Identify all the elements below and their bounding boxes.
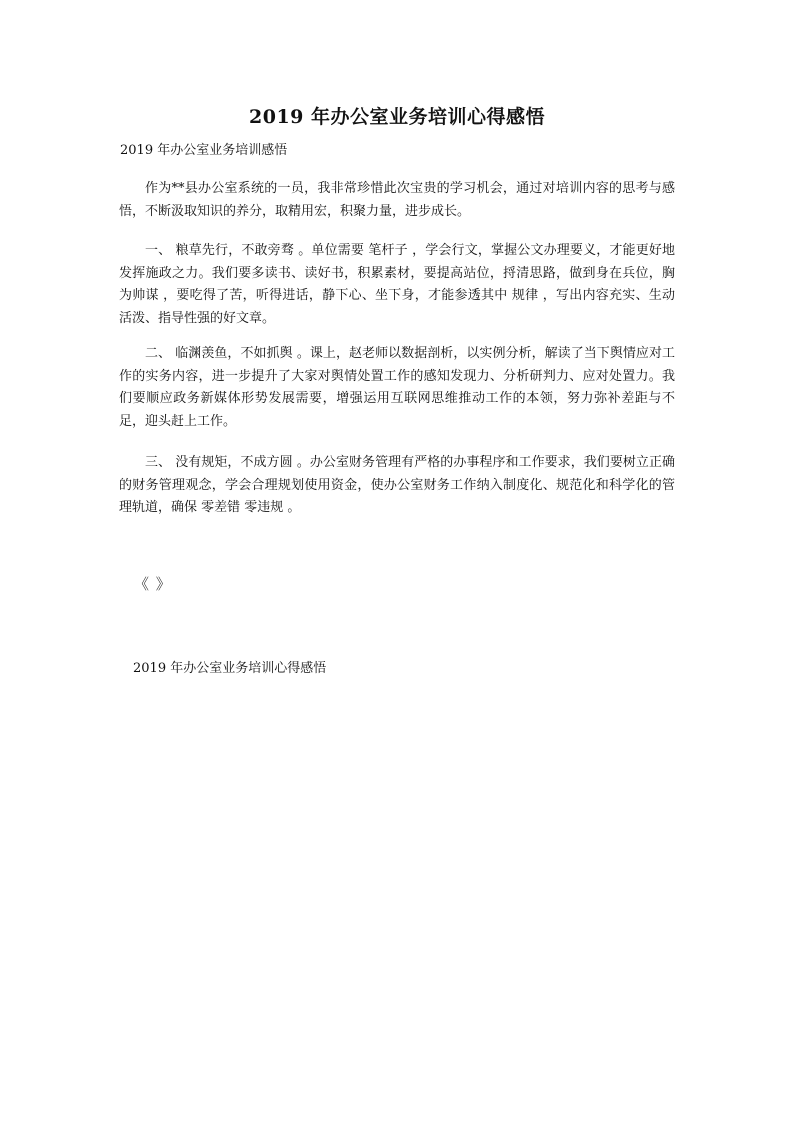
section-three-paragraph: 三、 没有规矩，不成方圆 。办公室财务管理有严格的办事程序和工作要求，我们要树立正确的财务管理观念，学会合理规划使用资金，使办公室财务工作纳入制度化、规范化和科学化的管理轨道，确保 零差错 零违规 。 bbox=[119, 455, 675, 515]
section-two-paragraph: 二、 临渊羡鱼，不如抓舆 。课上，赵老师以数据剖析，以实例分析，解读了当下舆情应对工作的实务内容，进一步提升了大家对舆情处置工作的感知发现力、分析研判力、应对处置力。我们要顺应政务新媒体形势发展需要，增强运用互联网思维推动工作的本领，努力弥补差距与不足，迎头赶上工作。 bbox=[119, 346, 675, 429]
document-subtitle: 2019 年办公室业务培训感悟 bbox=[120, 143, 288, 158]
footer-title: 2019 年办公室业务培训心得感悟 bbox=[133, 661, 327, 676]
bracket-marks: 《 》 bbox=[134, 575, 172, 593]
intro-paragraph: 作为**县办公室系统的一员，我非常珍惜此次宝贵的学习机会，通过对培训内容的思考与感悟，不断汲取知识的养分，取精用宏，积聚力量，进步成长。 bbox=[119, 181, 675, 219]
document-title: 2019 年办公室业务培训心得感悟 bbox=[249, 106, 545, 128]
section-one-paragraph: 一、 粮草先行，不敢旁骛 。单位需要 笔杆子 ，学会行文，掌握公文办理要义，才能更好地发挥施政之力。我们要多读书、读好书，积累素材，要提高站位，捋清思路，做到身在兵位，胸为帅谋 ，要吃得了苦，听得进话，静下心、坐下身，才能参透其中 规律 ，写出内容充实、生动活泼、指导性强的好文章。 bbox=[119, 243, 675, 326]
